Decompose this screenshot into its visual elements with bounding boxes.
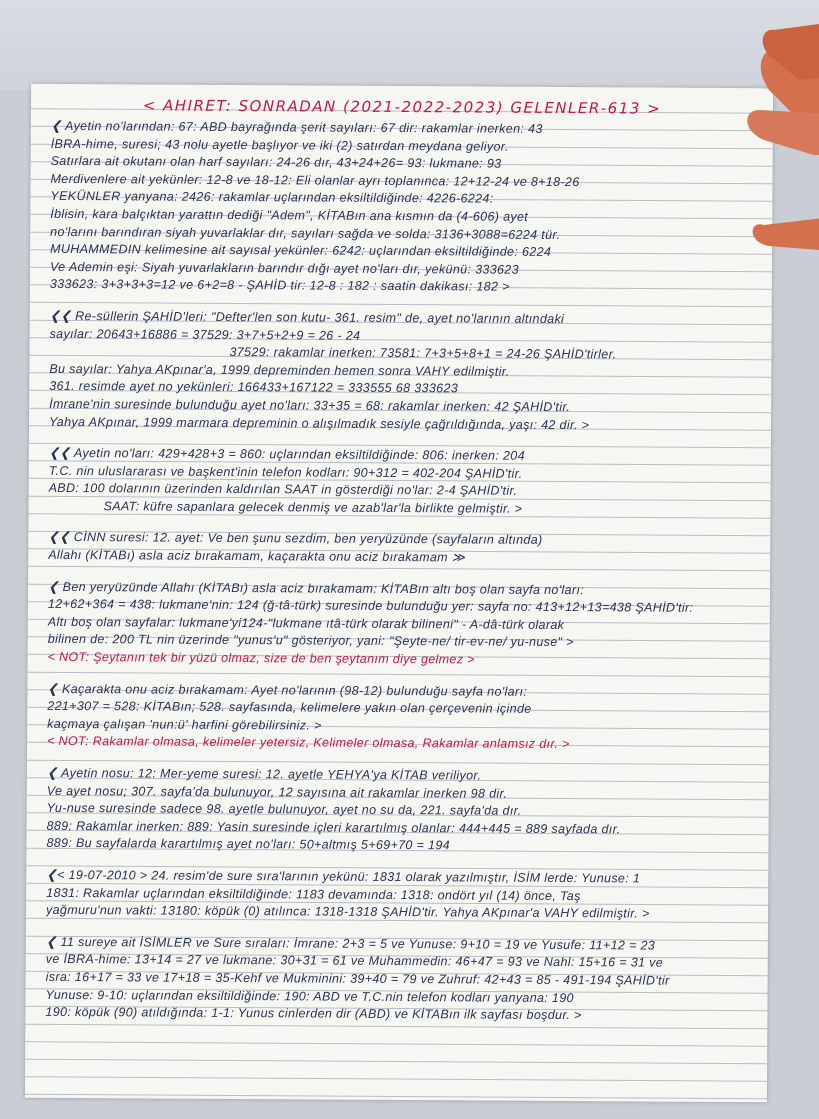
text-line: 37529: rakamlar inerken: 73581: 7+3+5+8+1 = 24-26 ŞAHİD'tirler. — [229, 345, 617, 362]
text-line: bilinen de: 200 TL nin üzerinde "yunus'u" gösteriyor, yani: "Şeyte-ne/ tir-ev-ne/ yu-nuse" > — [47, 632, 574, 650]
text-line: Yunuse: 9-10: uçlarından eksiltildiğinde: 190: ABD ve T.C.nin telefon kodları yanyana: 190 — [45, 987, 574, 1005]
paragraph — [48, 445, 756, 520]
paragraph — [48, 529, 756, 569]
text-line: İmrane'nin suresinde bulunduğu ayet no'ları: 33+35 = 68: rakamlar inerken: 42 ŞAHİD'tir. — [49, 396, 571, 414]
text-line: ❮ Kaçarakta onu aciz bırakamam: Ayet no'larının (98-12) bulunduğu sayfa no'ları: — [47, 681, 528, 699]
paragraph — [45, 934, 754, 1026]
text-line: Allahı (KİTABı) asla aciz bırakamam, kaçarakta onu aciz bırakamam ≫ — [48, 547, 466, 565]
paragraph — [50, 118, 759, 298]
text-line: İBRA-hime, suresi; 43 nolu ayetle başlıyor ve iki (2) satırdan meydana geliyor. — [50, 136, 509, 154]
text-line: Bu sayılar: Yahya AKpınar'a, 1999 depreminden hemen sonra VAHY edilmiştir. — [49, 361, 510, 379]
text-line: MUHAMMEDIN kelimesine ait sayısal yekünler: 6242: uçlarından eksiltildiğinde: 6224 — [50, 242, 552, 260]
text-line: ❮ Ben yeryüzünde Allahı (KİTABı) asla aciz bırakamam: KİTABın altı boş olan sayfa no'ları: — [47, 579, 585, 597]
paragraph — [46, 765, 755, 857]
text-line: 361. resimde ayet no yekünleri: 166433+167122 = 333555 68 333623 — [49, 379, 459, 396]
text-line: 889: Rakamlar inerken: 889: Yasin suresinde içleri karartılmış olanlar: 444+445 = 889 sayfada dır. — [46, 818, 621, 837]
text-line: ❮❮ CİNN suresi: 12. ayet: Ve ben şunu sezdim, ben yeryüzünde (sayfaların altında) — [48, 530, 543, 548]
background — [0, 0, 819, 90]
text-line: 1831: Rakamlar uçlarından eksiltildiğinde: 1183 devamında: 1318: ondört yıl (14) önce, Taş — [46, 885, 581, 903]
text-line: 190: köpük (90) atıldığında: 1-1: Yunus cinlerden dir (ABD) ve KİTABın ilk sayfası boşdur. > — [45, 1004, 582, 1023]
text-line: sayılar: 20643+16886 = 37529: 3+7+5+2+9 = 26 - 24 — [49, 326, 361, 343]
text-line: 889: Bu sayfalarda karartılmış ayet no'ları: 50+altmış 5+69+70 = 194 — [46, 836, 451, 853]
text-line: ❮❮ Ayetin no'ları: 429+428+3 = 860: uçlarından eksiltildiğinde: 806: inerken: 204 — [48, 445, 525, 463]
text-line: ❮❮ Re-süllerin ŞAHİD'leri: "Defter'len son kutu- 361. resim" de, ayet no'larının altındaki — [49, 308, 565, 326]
text-line: no'larını barındıran siyah yuvarlaklar dır, sayıları sağda ve solda: 3136+3088=6224 tür. — [50, 224, 561, 242]
text-line: Altı boş olan sayfalar: lukmane'yi124-"lukmane ıtâ-türk olarak bilineni" - A-dâ-türk olarak — [47, 614, 565, 632]
text-line: Satırlara ait okutanı olan harf sayıları: 24-26 dır, 43+24+26= 93: lukmane: 93 — [50, 154, 502, 171]
paragraph — [46, 867, 754, 924]
text-line: kaçmaya çalışan 'nun:ü' harfini görebilirsiniz. > — [47, 716, 322, 733]
notebook-page — [25, 84, 773, 1103]
text-line: ❮ Ayetin nosu: 12: Mer-yeme suresi: 12. ayetle YEHYA'ya KİTAB veriliyor. — [46, 765, 482, 783]
hand-image — [729, 20, 819, 250]
text-line: T.C. nin uluslararası ve başkent'inin telefon kodları: 90+312 = 402-204 ŞAHİD'tir. — [48, 463, 523, 481]
text-line: < NOT: Rakamlar olmasa, kelimeler yetersiz, Kelimeler olmasa, Rakamlar anlamsız dır. > — [47, 734, 570, 752]
text-line: 221+307 = 528: KİTABın; 528. sayfasında, kelimelere yakın olan çerçevenin içinde — [47, 699, 532, 717]
text-line: 333623: 3+3+3+3=12 ve 6+2=8 - ŞAHİD tir: 12-8 : 182 : saatin dakikası: 182 > — [49, 277, 510, 295]
text-line: < NOT: Şeytanın tek bir yüzü olmaz, size de ben şeytanım diye gelmez > — [47, 649, 475, 667]
text-line: Ve Ademin eşi: Siyah yuvarlakların barındır dığı ayet no'ları dır, yekünü: 333623 — [49, 259, 519, 277]
text-line: isra: 16+17 = 33 ve 17+18 = 35-Kehf ve Mukminini: 39+40 = 79 ve Zuhruf: 42+43 = 85 - 491-194 ŞAHİD'tir — [45, 969, 670, 988]
text-line: 12+62+364 = 438: lukmane'nin: 124 (ğ-tâ-türk) suresinde bulunduğu yer: sayfa no: 413+12+13=438 ŞAHİD'tir: — [47, 597, 694, 616]
text-line: İblisin, kara balçıktan yarattın dediği "Adem", KİTABın ana kısmın da (4-606) ayet — [50, 206, 529, 224]
paragraph — [47, 680, 755, 755]
text-line: ❮ Ayetin no'larından: 67: ABD bayrağında şerit sayıları: 67 dir: rakamlar inerken: 43 — [50, 118, 543, 136]
text-line: ve İBRA-hime: 13+14 = 27 ve lukmane: 30+31 = 61 ve Muhammedin: 46+47 = 93 ve Nahl: 15+16 = 31 ve — [45, 952, 664, 970]
text-line: ❮ 11 sureye ait İSİMLER ve Sure sıraları: İmrane: 2+3 = 5 ve Yunuse: 9+10 = 19 ve Yusufe: 11+12 = 23 — [45, 934, 656, 953]
text-line: Merdivenlere ait yekünler: 12-8 ve 18-12: Eli olanlar ayrı toplanınca: 12+12-24 ve 8+18-26 — [50, 171, 580, 189]
text-line: yağmuru'nun vakti: 13180: köpük (0) atılınca: 1318-1318 ŞAHİD'tir. Yahya AKpınar'a VAHY edilmiştir. > — [46, 903, 650, 921]
page-content — [45, 118, 759, 1040]
page-title: < AHIRET: SONRADAN (2021-2022-2023) GELENLER-613 > — [142, 96, 662, 118]
text-line: Yahya AKpınar, 1999 marmara depreminin o alışılmadık sesiyle çağrıldığında, yaşı: 42 dir. > — [48, 414, 590, 432]
text-line: ❮< 19-07-2010 > 24. resim'de sure sıra'larının yekünü: 1831 olarak yazılmıştır, İSİM lerde: Yunuse: 1 — [46, 867, 641, 886]
text-line: Yu-nuse suresinde sadece 98. ayetle bulunuyor, ayet no su da, 221. sayfa'da dır. — [46, 801, 522, 818]
text-line: ABD: 100 dolarının üzerinden kaldırılan SAAT in gösterdiği no'lar: 2-4 ŞAHİD'tir. — [48, 481, 518, 499]
paragraph — [49, 308, 758, 435]
paragraph — [48, 579, 757, 671]
text-line: YEKÜNLER yanyana: 2426: rakamlar uçlarından eksiltildiğinde: 4226-6224: — [50, 189, 494, 206]
text-line: Ve ayet nosu; 307. sayfa'da bulunuyor, 12 sayısına ait rakamlar inerken 98 dir. — [46, 783, 508, 801]
text-line: SAAT: küfre sapanlara gelecek denmiş ve azab'lar'la birlikte gelmiştir. > — [103, 499, 523, 516]
